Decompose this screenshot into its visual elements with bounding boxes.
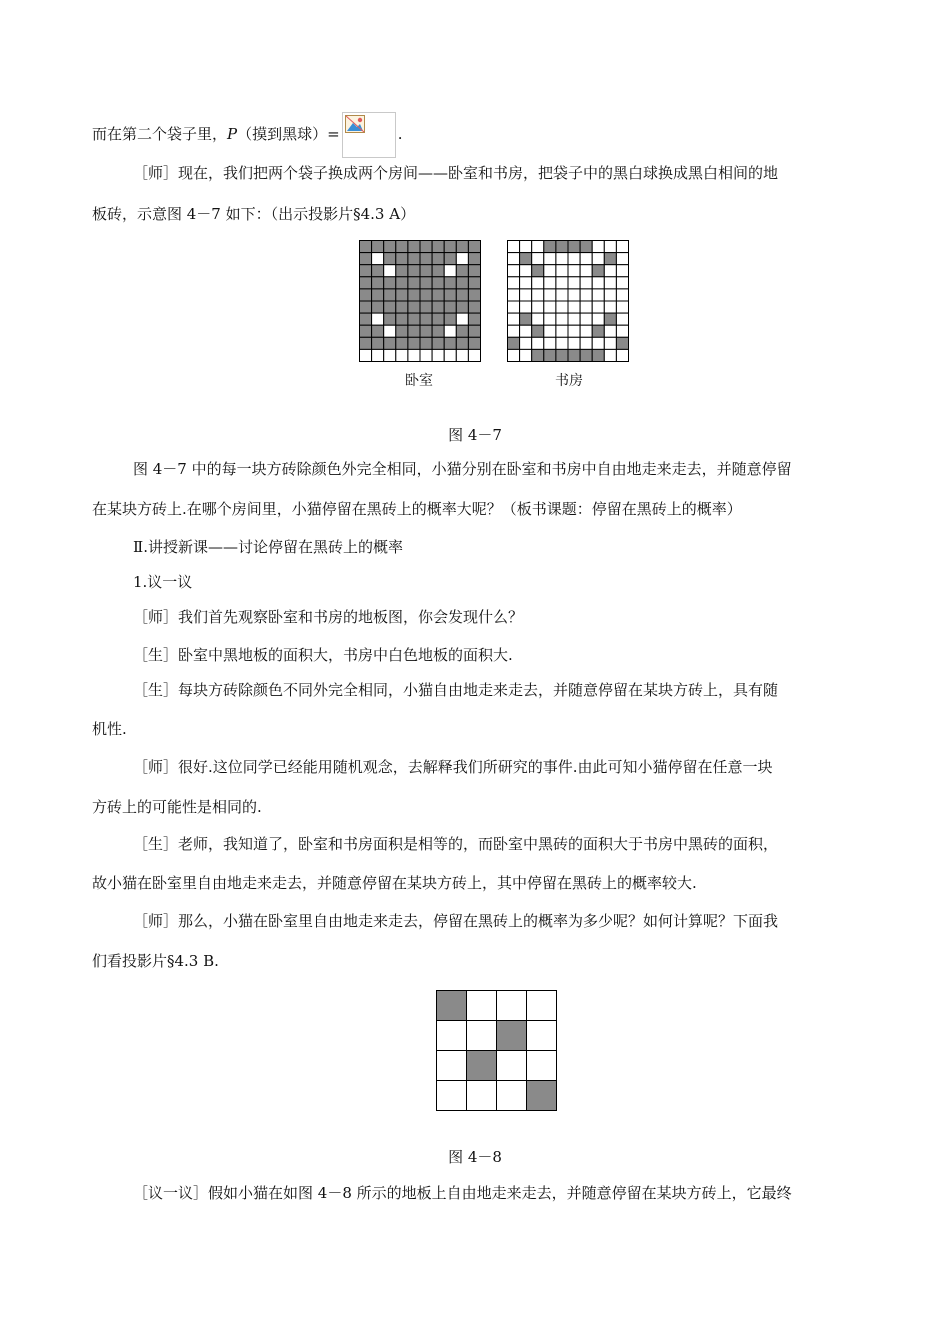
bedroom-black-tile	[456, 265, 468, 277]
fig48-white-tile	[467, 991, 497, 1021]
study-white-tile	[544, 253, 556, 265]
study-white-tile	[568, 325, 580, 337]
bedroom-black-tile	[384, 337, 396, 349]
bedroom-white-tile	[420, 349, 432, 361]
figure-caption-4-7: 图 4－7	[448, 426, 502, 444]
bedroom-black-tile	[432, 301, 444, 313]
study-white-tile	[568, 289, 580, 301]
study-black-tile	[604, 253, 616, 265]
study-black-tile	[508, 337, 520, 349]
study-white-tile	[520, 277, 532, 289]
study-white-tile	[544, 301, 556, 313]
bedroom-black-tile	[408, 313, 420, 325]
study-white-tile	[568, 337, 580, 349]
fig48-black-tile	[437, 991, 467, 1021]
bedroom-black-tile	[456, 301, 468, 313]
paragraph-discussion: ［议一议］假如小猫在如图 4－8 所示的地板上自由地走来走去，并随意停留在某块方砖上，它最终	[133, 1184, 792, 1202]
bedroom-white-tile	[372, 349, 384, 361]
study-white-tile	[604, 337, 616, 349]
broken-image-icon	[342, 112, 396, 158]
study-white-tile	[556, 265, 568, 277]
study-white-tile	[556, 313, 568, 325]
study-black-tile	[568, 241, 580, 253]
bedroom-white-tile	[360, 349, 372, 361]
study-white-tile	[544, 313, 556, 325]
study-white-tile	[604, 277, 616, 289]
bedroom-white-tile	[432, 349, 444, 361]
paragraph-teacher-line2: 板砖，示意图 4－7 如下：（出示投影片§4.3 A）	[92, 205, 416, 223]
fig48-black-tile	[497, 1021, 527, 1051]
bedroom-white-tile	[384, 325, 396, 337]
bedroom-black-tile	[456, 277, 468, 289]
study-black-tile	[592, 265, 604, 277]
study-white-tile	[616, 301, 628, 313]
study-label: 书房	[555, 373, 583, 389]
study-white-tile	[592, 313, 604, 325]
fig48-white-tile	[497, 1051, 527, 1081]
fig48-white-tile	[527, 1021, 557, 1051]
bedroom-black-tile	[408, 241, 420, 253]
bedroom-black-tile	[372, 325, 384, 337]
study-white-tile	[508, 349, 520, 361]
study-white-tile	[616, 265, 628, 277]
paragraph-teacher-line1: ［师］现在，我们把两个袋子换成两个房间——卧室和书房，把袋子中的黑白球换成黑白相间的地	[133, 164, 779, 182]
variable-p: P	[227, 125, 238, 143]
study-white-tile	[520, 349, 532, 361]
bedroom-black-tile	[456, 289, 468, 301]
bedroom-black-tile	[360, 277, 372, 289]
fig48-white-tile	[467, 1081, 497, 1111]
paragraph-student-randomness-line1: ［生］每块方砖除颜色不同外完全相同，小猫自由地走来走去，并随意停留在某块方砖上，具有随	[133, 681, 779, 699]
bedroom-black-tile	[420, 313, 432, 325]
text-segment: （摸到黑球）=	[237, 125, 340, 143]
study-white-tile	[568, 253, 580, 265]
study-white-tile	[556, 325, 568, 337]
bedroom-black-tile	[468, 277, 480, 289]
bedroom-black-tile	[372, 277, 384, 289]
study-white-tile	[592, 277, 604, 289]
text-segment: .	[397, 125, 403, 143]
bedroom-black-tile	[444, 277, 456, 289]
bedroom-black-tile	[408, 253, 420, 265]
bedroom-black-tile	[432, 277, 444, 289]
bedroom-black-tile	[396, 277, 408, 289]
bedroom-white-tile	[408, 349, 420, 361]
study-white-tile	[604, 241, 616, 253]
paragraph-teacher-calc-line1: ［师］那么，小猫在卧室里自由地走来走去，停留在黑砖上的概率为多少呢？如何计算呢？下面我	[133, 912, 779, 930]
paragraph-teacher-calc-line2: 们看投影片§4.3 B.	[92, 952, 219, 970]
bedroom-black-tile	[372, 241, 384, 253]
study-white-tile	[580, 289, 592, 301]
study-white-tile	[616, 313, 628, 325]
study-white-tile	[520, 289, 532, 301]
bedroom-black-tile	[384, 313, 396, 325]
bedroom-black-tile	[420, 265, 432, 277]
bedroom-black-tile	[396, 313, 408, 325]
study-white-tile	[520, 325, 532, 337]
bedroom-white-tile	[456, 313, 468, 325]
bedroom-white-tile	[468, 349, 480, 361]
study-white-tile	[508, 289, 520, 301]
study-white-tile	[532, 313, 544, 325]
study-white-tile	[592, 289, 604, 301]
fig48-white-tile	[497, 991, 527, 1021]
bedroom-black-tile	[468, 325, 480, 337]
study-white-tile	[568, 301, 580, 313]
bedroom-white-tile	[456, 349, 468, 361]
study-white-tile	[532, 337, 544, 349]
bedroom-black-tile	[456, 337, 468, 349]
paragraph-description-line1: 图 4－7 中的每一块方砖除颜色外完全相同，小猫分别在卧室和书房中自由地走来走去，并随意停留	[133, 460, 792, 478]
bedroom-black-tile	[420, 253, 432, 265]
bedroom-black-tile	[360, 289, 372, 301]
study-black-tile	[520, 253, 532, 265]
bedroom-black-tile	[372, 265, 384, 277]
study-white-tile	[580, 325, 592, 337]
study-black-tile	[532, 265, 544, 277]
bedroom-black-tile	[408, 289, 420, 301]
study-white-tile	[580, 313, 592, 325]
bedroom-floor-grid	[359, 240, 482, 363]
study-white-tile	[580, 301, 592, 313]
bedroom-black-tile	[408, 301, 420, 313]
bedroom-white-tile	[372, 313, 384, 325]
study-white-tile	[592, 253, 604, 265]
study-black-tile	[532, 349, 544, 361]
study-white-tile	[604, 325, 616, 337]
bedroom-white-tile	[456, 253, 468, 265]
bedroom-black-tile	[420, 337, 432, 349]
bedroom-black-tile	[432, 253, 444, 265]
bedroom-white-tile	[384, 265, 396, 277]
study-white-tile	[508, 313, 520, 325]
bedroom-black-tile	[444, 337, 456, 349]
bedroom-black-tile	[420, 325, 432, 337]
bedroom-white-tile	[372, 253, 384, 265]
study-white-tile	[604, 265, 616, 277]
bedroom-black-tile	[432, 241, 444, 253]
subsection-heading: 1.议一议	[133, 573, 193, 591]
paragraph-teacher-praise-line1: ［师］很好.这位同学已经能用随机观念，去解释我们所研究的事件.由此可知小猫停留在任意一块	[133, 758, 773, 776]
bedroom-black-tile	[396, 265, 408, 277]
study-white-tile	[616, 289, 628, 301]
bedroom-black-tile	[420, 241, 432, 253]
bedroom-black-tile	[456, 241, 468, 253]
study-white-tile	[604, 349, 616, 361]
study-black-tile	[580, 349, 592, 361]
study-white-tile	[520, 337, 532, 349]
bedroom-black-tile	[432, 325, 444, 337]
paragraph-student-randomness-line2: 机性.	[92, 720, 127, 738]
bedroom-black-tile	[396, 337, 408, 349]
study-white-tile	[544, 265, 556, 277]
study-floor-grid	[507, 240, 630, 363]
study-white-tile	[544, 277, 556, 289]
bedroom-black-tile	[420, 301, 432, 313]
study-white-tile	[616, 253, 628, 265]
study-white-tile	[568, 313, 580, 325]
bedroom-black-tile	[396, 241, 408, 253]
study-white-tile	[520, 265, 532, 277]
bedroom-black-tile	[468, 265, 480, 277]
bedroom-white-tile	[444, 325, 456, 337]
study-white-tile	[592, 301, 604, 313]
bedroom-black-tile	[444, 253, 456, 265]
study-white-tile	[616, 349, 628, 361]
study-white-tile	[544, 325, 556, 337]
bedroom-black-tile	[360, 301, 372, 313]
paragraph-student-compare-line1: ［生］老师，我知道了，卧室和书房面积是相等的，而卧室中黑砖的面积大于书房中黑砖的面积，	[133, 835, 779, 853]
bedroom-black-tile	[468, 289, 480, 301]
bedroom-black-tile	[432, 337, 444, 349]
bedroom-black-tile	[444, 301, 456, 313]
study-white-tile	[508, 325, 520, 337]
bedroom-black-tile	[468, 337, 480, 349]
study-black-tile	[520, 313, 532, 325]
study-white-tile	[556, 337, 568, 349]
study-white-tile	[580, 265, 592, 277]
bedroom-black-tile	[396, 289, 408, 301]
study-black-tile	[592, 325, 604, 337]
study-black-tile	[556, 241, 568, 253]
study-white-tile	[508, 265, 520, 277]
bedroom-black-tile	[396, 325, 408, 337]
study-white-tile	[544, 337, 556, 349]
bedroom-black-tile	[432, 313, 444, 325]
study-white-tile	[556, 301, 568, 313]
study-white-tile	[532, 289, 544, 301]
bedroom-black-tile	[468, 313, 480, 325]
study-black-tile	[604, 313, 616, 325]
bedroom-black-tile	[408, 265, 420, 277]
study-white-tile	[508, 253, 520, 265]
study-white-tile	[592, 241, 604, 253]
study-white-tile	[604, 301, 616, 313]
study-white-tile	[532, 241, 544, 253]
study-white-tile	[532, 301, 544, 313]
study-white-tile	[568, 277, 580, 289]
study-black-tile	[592, 349, 604, 361]
bedroom-black-tile	[384, 301, 396, 313]
bedroom-black-tile	[360, 325, 372, 337]
study-white-tile	[556, 289, 568, 301]
bedroom-black-tile	[360, 253, 372, 265]
bedroom-black-tile	[432, 289, 444, 301]
study-white-tile	[568, 265, 580, 277]
fig48-white-tile	[467, 1021, 497, 1051]
bedroom-black-tile	[384, 241, 396, 253]
bedroom-black-tile	[384, 253, 396, 265]
study-white-tile	[520, 241, 532, 253]
fig48-black-tile	[467, 1051, 497, 1081]
paragraph-teacher-question: ［师］我们首先观察卧室和书房的地板图，你会发现什么？	[133, 608, 524, 626]
bedroom-black-tile	[468, 253, 480, 265]
text-segment: 而在第二个袋子里，	[92, 125, 228, 143]
bedroom-white-tile	[384, 349, 396, 361]
bedroom-black-tile	[372, 337, 384, 349]
paragraph-student-answer: ［生］卧室中黑地板的面积大，书房中白色地板的面积大.	[133, 646, 513, 664]
bedroom-white-tile	[444, 265, 456, 277]
bedroom-black-tile	[408, 337, 420, 349]
study-white-tile	[616, 241, 628, 253]
paragraph-student-compare-line2: 故小猫在卧室里自由地走来走去，并随意停留在某块方砖上，其中停留在黑砖上的概率较大.	[92, 874, 697, 892]
fig48-white-tile	[527, 1051, 557, 1081]
bedroom-black-tile	[360, 265, 372, 277]
bedroom-black-tile	[468, 301, 480, 313]
bedroom-black-tile	[444, 241, 456, 253]
fig48-white-tile	[497, 1081, 527, 1111]
figure-caption-4-8: 图 4－8	[448, 1148, 502, 1166]
study-white-tile	[520, 301, 532, 313]
study-black-tile	[568, 349, 580, 361]
bedroom-black-tile	[396, 301, 408, 313]
section-heading: Ⅱ.讲授新课——讨论停留在黑砖上的概率	[133, 538, 403, 556]
bedroom-label: 卧室	[405, 373, 433, 389]
study-white-tile	[508, 301, 520, 313]
bedroom-black-tile	[456, 325, 468, 337]
bedroom-black-tile	[360, 241, 372, 253]
study-white-tile	[556, 253, 568, 265]
study-white-tile	[508, 277, 520, 289]
study-white-tile	[580, 277, 592, 289]
bedroom-white-tile	[396, 349, 408, 361]
paragraph-teacher-praise-line2: 方砖上的可能性是相同的.	[92, 798, 262, 816]
bedroom-black-tile	[420, 277, 432, 289]
study-black-tile	[532, 325, 544, 337]
bedroom-black-tile	[372, 301, 384, 313]
study-black-tile	[544, 349, 556, 361]
bedroom-black-tile	[432, 265, 444, 277]
study-white-tile	[592, 337, 604, 349]
study-white-tile	[532, 253, 544, 265]
study-white-tile	[544, 289, 556, 301]
bedroom-black-tile	[420, 289, 432, 301]
fig48-white-tile	[437, 1021, 467, 1051]
study-black-tile	[616, 337, 628, 349]
bedroom-black-tile	[360, 337, 372, 349]
bedroom-black-tile	[384, 277, 396, 289]
study-white-tile	[508, 241, 520, 253]
bedroom-white-tile	[444, 349, 456, 361]
study-white-tile	[616, 325, 628, 337]
bedroom-black-tile	[408, 277, 420, 289]
paragraph-probability-line	[92, 112, 402, 158]
bedroom-black-tile	[372, 289, 384, 301]
fig48-black-tile	[527, 1081, 557, 1111]
study-black-tile	[580, 241, 592, 253]
figure-4-8-grid	[436, 990, 557, 1111]
study-white-tile	[556, 277, 568, 289]
study-black-tile	[556, 349, 568, 361]
bedroom-black-tile	[396, 253, 408, 265]
fig48-white-tile	[527, 991, 557, 1021]
bedroom-black-tile	[444, 313, 456, 325]
bedroom-black-tile	[408, 325, 420, 337]
paragraph-description-line2: 在某块方砖上.在哪个房间里，小猫停留在黑砖上的概率大呢？（板书课题：停留在黑砖上的概率）	[92, 500, 742, 518]
bedroom-black-tile	[444, 289, 456, 301]
bedroom-black-tile	[384, 289, 396, 301]
bedroom-black-tile	[468, 241, 480, 253]
study-white-tile	[604, 289, 616, 301]
study-white-tile	[580, 253, 592, 265]
study-white-tile	[532, 277, 544, 289]
bedroom-black-tile	[360, 313, 372, 325]
fig48-white-tile	[437, 1051, 467, 1081]
study-white-tile	[580, 337, 592, 349]
study-black-tile	[544, 241, 556, 253]
fig48-white-tile	[437, 1081, 467, 1111]
study-white-tile	[616, 277, 628, 289]
